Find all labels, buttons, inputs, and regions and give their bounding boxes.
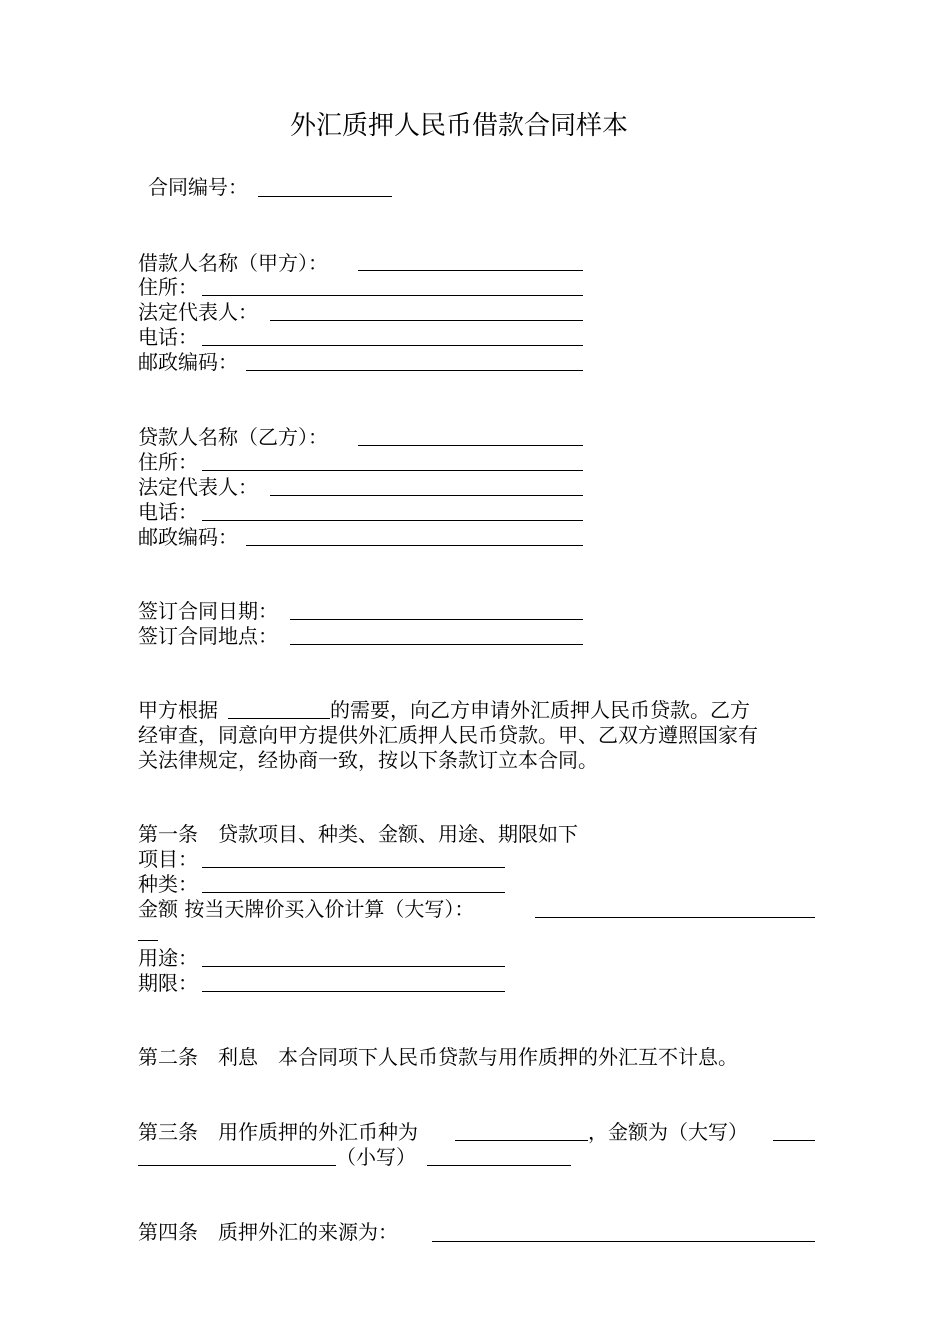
lender-phone-label: 电话： — [138, 500, 198, 524]
borrower-address-label: 住所： — [138, 275, 198, 299]
borrower-rep-label: 法定代表人： — [138, 300, 258, 324]
article3-currency-blank[interactable] — [455, 1140, 588, 1141]
article3-text-start: 第三条 用作质押的外汇币种为 — [138, 1120, 418, 1144]
borrower-address-blank[interactable] — [202, 295, 583, 296]
preamble-line1-end: 的需要，向乙方申请外汇质押人民币贷款。乙方 — [330, 698, 750, 722]
lender-phone-blank[interactable] — [202, 520, 583, 521]
article1-item-blank[interactable] — [202, 867, 505, 868]
signing-place-label: 签订合同地点： — [138, 624, 278, 648]
article2-text: 第二条 利息 本合同项下人民币贷款与用作质押的外汇互不计息。 — [138, 1045, 738, 1069]
article1-term-blank[interactable] — [202, 991, 505, 992]
article1-term-label: 期限： — [138, 971, 198, 995]
page-title: 外汇质押人民币借款合同样本 — [290, 111, 629, 141]
article1-amount-blank-continued[interactable] — [138, 940, 158, 941]
borrower-rep-blank[interactable] — [270, 320, 583, 321]
contract-number-label: 合同编号： — [148, 175, 248, 199]
lender-address-label: 住所： — [138, 450, 198, 474]
article1-use-label: 用途： — [138, 946, 198, 970]
borrower-phone-label: 电话： — [138, 325, 198, 349]
borrower-phone-blank[interactable] — [202, 345, 583, 346]
preamble-line3: 关法律规定，经协商一致，按以下条款订立本合同。 — [138, 748, 598, 772]
article1-amount-blank[interactable] — [535, 917, 815, 918]
article1-heading: 第一条 贷款项目、种类、金额、用途、期限如下 — [138, 822, 578, 846]
lender-rep-label: 法定代表人： — [138, 475, 258, 499]
article4-source-blank[interactable] — [432, 1241, 815, 1242]
preamble-purpose-blank[interactable] — [228, 718, 330, 719]
lender-postcode-label: 邮政编码： — [138, 525, 238, 549]
borrower-postcode-blank[interactable] — [246, 370, 583, 371]
signing-date-blank[interactable] — [290, 619, 583, 620]
lender-name-label: 贷款人名称（乙方）： — [138, 425, 328, 449]
article3-amount-words-blank-continued[interactable] — [138, 1165, 336, 1166]
lender-rep-blank[interactable] — [270, 495, 583, 496]
borrower-name-blank[interactable] — [358, 270, 583, 271]
article1-kind-blank[interactable] — [202, 892, 505, 893]
signing-date-label: 签订合同日期： — [138, 599, 278, 623]
article1-kind-label: 种类： — [138, 872, 198, 896]
preamble-line1-start: 甲方根据 — [138, 698, 218, 722]
article1-use-blank[interactable] — [202, 966, 505, 967]
article1-item-label: 项目： — [138, 847, 198, 871]
article1-amount-label: 金额 按当天牌价买入价计算（大写）： — [138, 897, 475, 921]
signing-place-blank[interactable] — [290, 644, 583, 645]
article4-text: 第四条 质押外汇的来源为： — [138, 1220, 398, 1244]
preamble-line2: 经审查，同意向甲方提供外汇质押人民币贷款。甲、乙双方遵照国家有 — [138, 723, 758, 747]
contract-number-blank[interactable] — [258, 196, 392, 197]
article3-amount-label: ，金额为（大写） — [588, 1120, 748, 1144]
article3-amount-words-blank[interactable] — [773, 1140, 815, 1141]
lender-postcode-blank[interactable] — [246, 545, 583, 546]
borrower-name-label: 借款人名称（甲方）： — [138, 251, 328, 275]
lender-name-blank[interactable] — [358, 445, 583, 446]
borrower-postcode-label: 邮政编码： — [138, 350, 238, 374]
article3-small-label: （小写） — [336, 1145, 416, 1169]
lender-address-blank[interactable] — [202, 470, 583, 471]
article3-amount-figures-blank[interactable] — [427, 1165, 571, 1166]
